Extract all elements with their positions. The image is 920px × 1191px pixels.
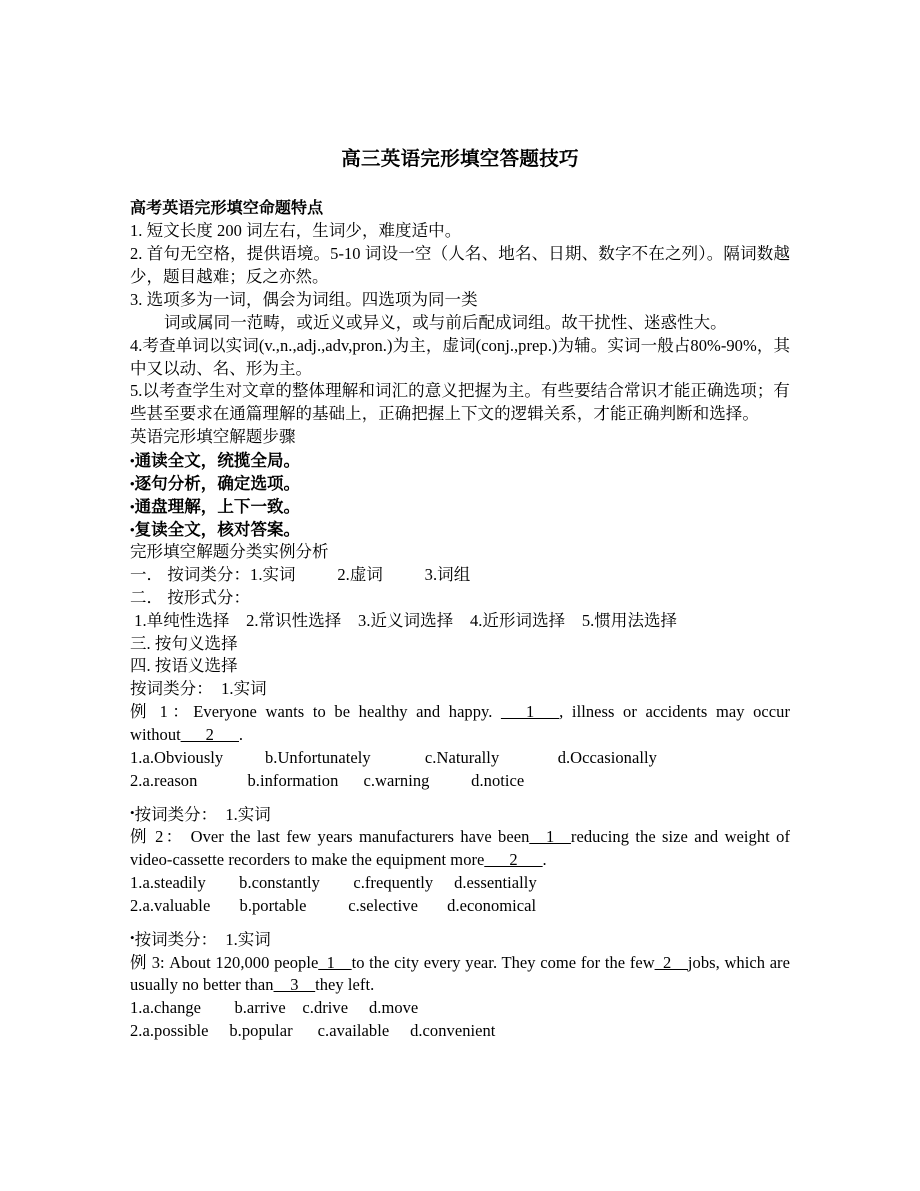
section-heading-steps: 英语完形填空解题步骤 xyxy=(130,427,296,447)
step-item-1 xyxy=(130,449,790,472)
spacer xyxy=(130,918,790,929)
example-1-stem-mid: , illness or accidents may occur without xyxy=(130,702,790,745)
example-3-stem-prefix: 例 3: About 120,000 people xyxy=(130,952,319,972)
example-3-option-row-2: 2.a.possible b.popular c.available d.convenient xyxy=(130,1021,496,1041)
step-item-4-label: 复读全文，核对答案。 xyxy=(134,520,301,540)
example-3-category xyxy=(130,929,790,952)
example-3-blank-3: __3__ xyxy=(273,975,316,995)
step-item-3 xyxy=(130,495,790,518)
example-2-category xyxy=(130,804,790,827)
example-2-option-row-1: 1.a.steadily b.constantly c.frequently d.essentially xyxy=(130,873,537,893)
feature-item-1: 1. 短文长度 200 词左右，生词少，难度适中。 xyxy=(130,221,462,241)
step-item-3-label: 通盘理解，上下一致。 xyxy=(134,497,301,517)
example-1-blank-1: ___1___ xyxy=(501,702,560,722)
bullet-icon: • xyxy=(130,522,135,538)
example-1-option-row-2: 2.a.reason b.information c.warning d.notice xyxy=(130,770,525,790)
example-3-stem-mid-2: jobs, which are usually no better than xyxy=(130,952,790,995)
feature-item-3: 3. 选项多为一词，偶会为词组。四选项为同一类 xyxy=(130,289,478,309)
feature-item-5: 5.以考查学生对文章的整体理解和词汇的意义把握为主。有些要结合常识才能正确选项；有些甚至要求在通篇理解的基础上，正确把握上下文的逻辑关系，才能正确判断和选择。 xyxy=(130,381,790,424)
example-2-stem-suffix: . xyxy=(542,850,547,870)
classify-by-semantics: 四. 按语义选择 xyxy=(130,656,238,676)
feature-item-4: 4.考查单词以实词(v.,n.,adj.,adv,pron.)为主，虚词(conj.,prep.)为辅。实词一般占80%-90%，其中又以动、名、形为主。 xyxy=(130,335,790,378)
example-2-option-row-2: 2.a.valuable b.portable c.selective d.economical xyxy=(130,895,537,915)
example-1-stem xyxy=(130,701,790,747)
feature-item-2: 2. 首句无空格，提供语境。5-10 词设一空（人名、地名、日期、数字不在之列）。隔词数越少，题目越难；反之亦然。 xyxy=(130,244,790,287)
example-3-blank-1: _1__ xyxy=(318,952,352,972)
example-3-stem-suffix: they left. xyxy=(315,975,375,995)
bullet-icon: • xyxy=(130,452,135,468)
example-2-category-label: 按词类分： 1.实词 xyxy=(134,804,271,824)
example-2-stem-mid: reducing the size and weight of video-cassette recorders to make the equipment more xyxy=(130,827,790,870)
spacer xyxy=(130,793,790,804)
example-2-stem-prefix: 例 2： Over the last few years manufacturers have been xyxy=(130,827,530,847)
section-heading-analysis: 完形填空解题分类实例分析 xyxy=(130,542,329,562)
bullet-icon: • xyxy=(130,475,135,491)
page-title: 高三英语完形填空答题技巧 xyxy=(341,149,579,170)
step-item-2-label: 逐句分析，确定选项。 xyxy=(134,473,301,493)
classify-by-form-options: 1.单纯性选择 2.常识性选择 3.近义词选择 4.近形词选择 5.惯用法选择 xyxy=(130,610,678,630)
step-item-4 xyxy=(130,518,790,541)
feature-item-3-continued: 词或属同一范畴，或近义或异义，或与前后配成词组。故干扰性、迷惑性大。 xyxy=(164,312,727,332)
example-3-option-row-1: 1.a.change b.arrive c.drive d.move xyxy=(130,998,419,1018)
classify-by-sentence-meaning: 三. 按句义选择 xyxy=(130,633,238,653)
example-1-blank-2: ___2___ xyxy=(180,725,239,745)
example-1-stem-suffix: . xyxy=(238,725,244,745)
example-2-blank-2: ___2___ xyxy=(484,850,543,870)
step-item-1-label: 通读全文，统揽全局。 xyxy=(134,450,301,470)
example-3-stem-mid: to the city every year. They come for the few xyxy=(351,952,655,972)
example-1-stem-prefix: 例 1：Everyone wants to be healthy and happy. xyxy=(130,702,502,722)
example-1-option-row-1: 1.a.Obviously b.Unfortunately c.Naturally d.Occasionally xyxy=(130,747,657,767)
bullet-icon: • xyxy=(130,929,135,945)
example-3-blank-2: _2__ xyxy=(654,952,688,972)
section-heading-features: 高考英语完形填空命题特点 xyxy=(130,200,324,218)
example-1-category: 按词类分： 1.实词 xyxy=(130,679,267,699)
bullet-icon: • xyxy=(130,499,135,515)
example-2-blank-1: __1__ xyxy=(529,827,571,847)
classify-by-wordclass: 一． 按词类分：1.实词 2.虚词 3.词组 xyxy=(130,565,471,585)
bullet-icon: • xyxy=(130,804,135,820)
document-body xyxy=(130,148,790,1043)
classify-by-form: 二． 按形式分： xyxy=(130,587,251,607)
step-item-2 xyxy=(130,472,790,495)
example-3-stem xyxy=(130,952,790,998)
example-3-category-label: 按词类分： 1.实词 xyxy=(134,929,271,949)
example-2-stem xyxy=(130,826,790,872)
